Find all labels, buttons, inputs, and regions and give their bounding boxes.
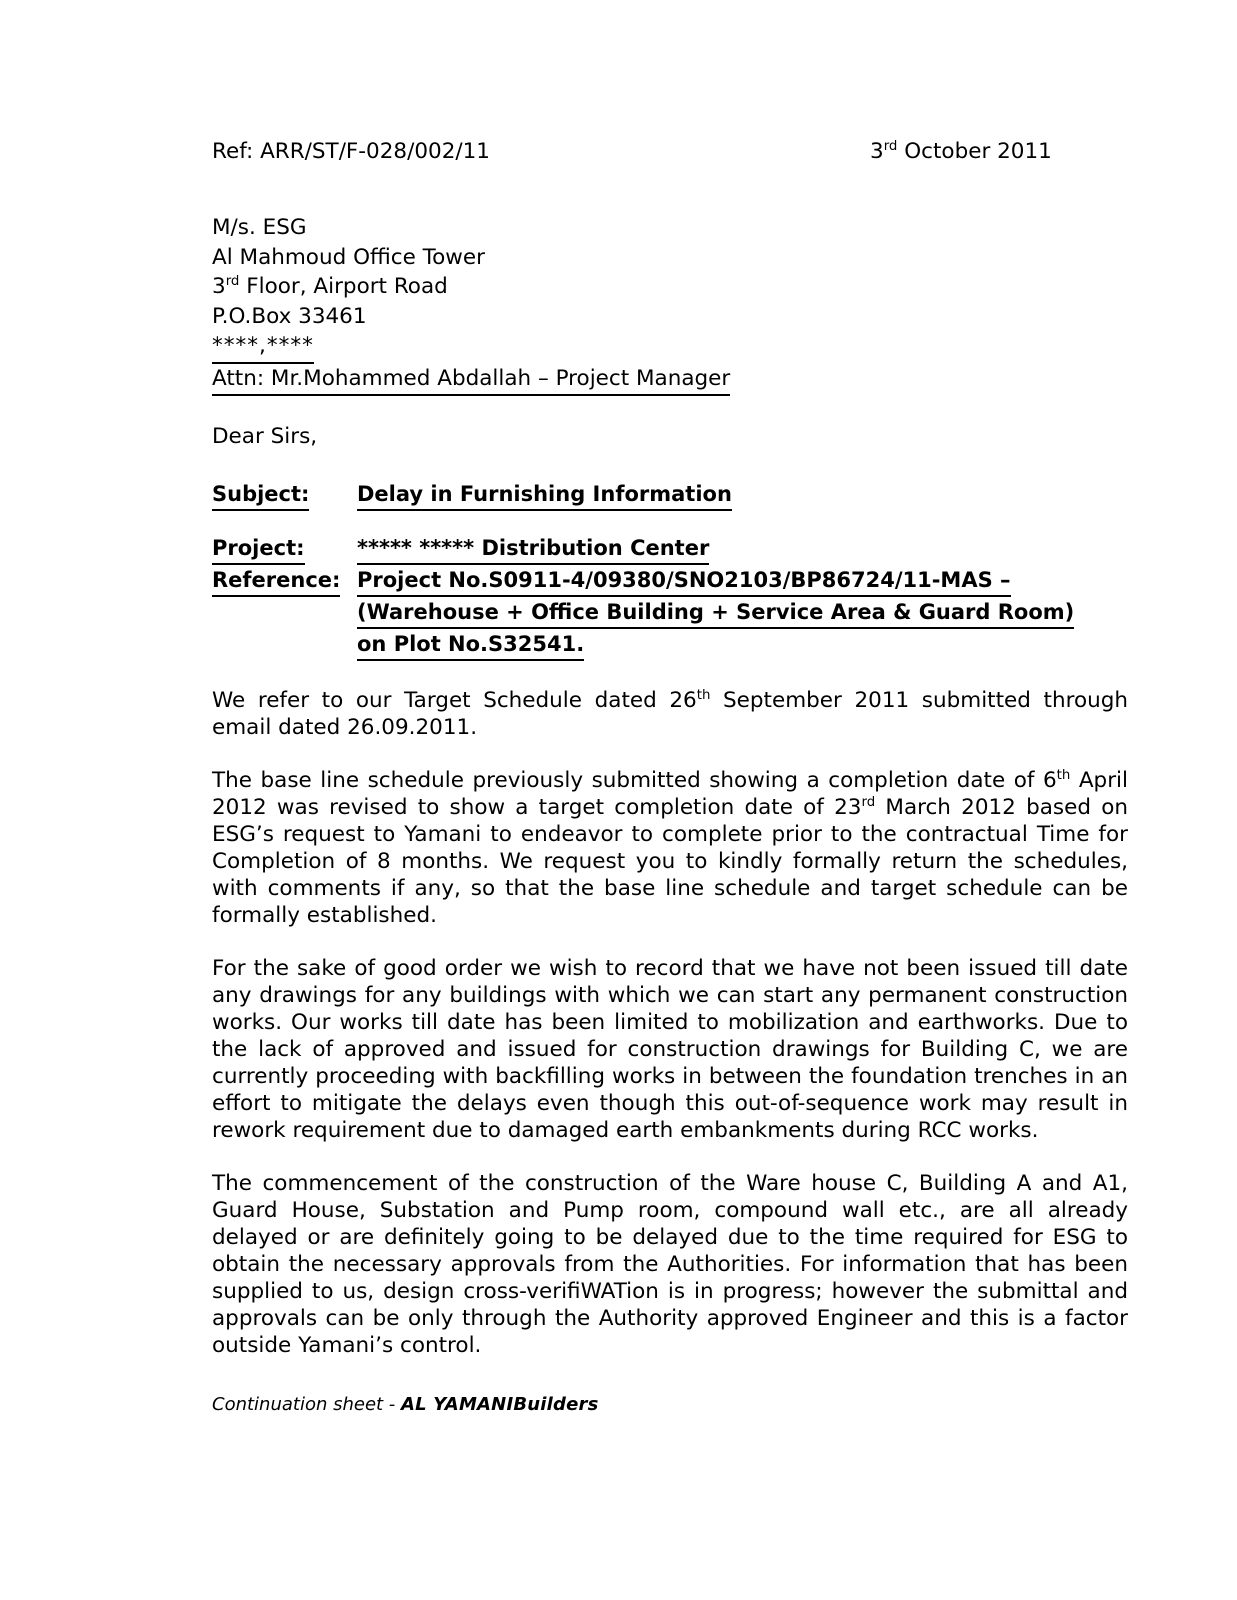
reference-value-line-3: on Plot No.S32541. <box>357 629 584 661</box>
project-label-cell <box>212 533 357 565</box>
reference-value-cell <box>357 565 1128 661</box>
paragraph-commencement: The commencement of the construction of the Ware house C, Building A and A1, Guard House, Substation and Pump room, compound wall etc., are all already delayed or are definitely going to be delayed due to the time required for ESG to obtain the necessary approvals from the Authorities. For information that has been supplied to us, design cross-verifiWATion is in progress; however the submittal and approvals can be only through the Authority approved Engineer and this is a factor outside Yamani’s control. <box>212 1171 1128 1358</box>
reference-value-line-2: (Warehouse + Office Building + Service Area & Guard Room) <box>357 597 1074 629</box>
p1-part-a: We refer to our Target Schedule dated 26 <box>212 688 697 713</box>
floor-street: Floor, Airport Road <box>239 274 448 299</box>
floor-number: 3 <box>212 274 226 299</box>
subject-row <box>212 479 1128 511</box>
recipient-building: Al Mahmoud Office Tower <box>212 244 485 270</box>
reference-number: Ref: ARR/ST/F-028/002/11 <box>212 139 490 164</box>
reference-value-line-1: Project No.S0911-4/09380/SNO2103/BP86724/11-MAS – <box>357 565 1011 597</box>
subject-label-cell <box>212 479 357 511</box>
date-day: 3 <box>870 139 884 164</box>
recipient-floor <box>212 272 1128 302</box>
recipient-redacted-line <box>212 331 1128 364</box>
recipient-attention-line <box>212 364 1128 397</box>
project-value-cell <box>357 533 1128 565</box>
subject-reference-block <box>212 479 1128 661</box>
subject-value: Delay in Furnishing Information <box>357 479 732 511</box>
project-row <box>212 533 1128 565</box>
redacted-text: ****,**** <box>212 331 314 364</box>
reference-label: Reference: <box>212 565 340 597</box>
p1-ordinal: th <box>696 687 711 703</box>
project-value: ***** ***** Distribution Center <box>357 533 709 565</box>
p2-ordinal-2: rd <box>861 794 876 810</box>
recipient-company: M/s. ESG <box>212 215 307 240</box>
date-ordinal: rd <box>883 138 898 154</box>
attention-text: Attn: Mr.Mohammed Abdallah – Project Manager <box>212 364 730 397</box>
reference-label-cell <box>212 565 357 597</box>
letter-header <box>212 138 1128 178</box>
floor-ordinal: rd <box>225 273 240 289</box>
p2-part-b: April 2012 was revised to show a target completion date of 23 <box>212 768 1128 820</box>
p2-part-c: March 2012 based on ESG’s request to Yamani to endeavor to complete prior to the contractual Time for Completion of 8 months. We request you to kindly formally return the schedules, with comments if any, so that the base line schedule and target schedule can be formally established. <box>212 795 1128 928</box>
recipient-address-block <box>212 213 1128 396</box>
footer-prefix: Continuation sheet - <box>212 1394 402 1415</box>
salutation: Dear Sirs, <box>212 424 318 449</box>
meta-spacer <box>212 511 1128 533</box>
letter-date <box>870 138 1052 166</box>
paragraph-good-order: For the sake of good order we wish to record that we have not been issued till date any drawings for any buildings with which we can start any permanent construction works. Our works till date has been limited to mobilization and earthworks. Due to the lack of approved and issued for construction drawings for Building C, we are currently proceeding with backfilling works in between the foundation trenches in an effort to mitigate the delays even though this out-of-sequence work may result in rework requirement due to damaged earth embankments during RCC works. <box>212 956 1128 1143</box>
paragraph-target-schedule <box>212 687 1128 741</box>
letter-content <box>212 0 1128 1417</box>
recipient-po-box: P.O.Box 33461 <box>212 303 367 329</box>
project-label: Project: <box>212 533 305 565</box>
continuation-footer <box>212 1393 1128 1417</box>
date-rest: October 2011 <box>897 139 1052 164</box>
p2-part-a: The base line schedule previously submitted showing a completion date of 6 <box>212 768 1057 793</box>
reference-row <box>212 565 1128 661</box>
paragraph-base-line-schedule <box>212 767 1128 929</box>
p1-part-b: September 2011 submitted through email dated 26.09.2011. <box>212 688 1128 740</box>
subject-label: Subject: <box>212 479 309 511</box>
footer-brand: AL YAMANIBuilders <box>401 1394 599 1415</box>
subject-value-cell <box>357 479 1128 511</box>
p2-ordinal-1: th <box>1056 767 1071 783</box>
